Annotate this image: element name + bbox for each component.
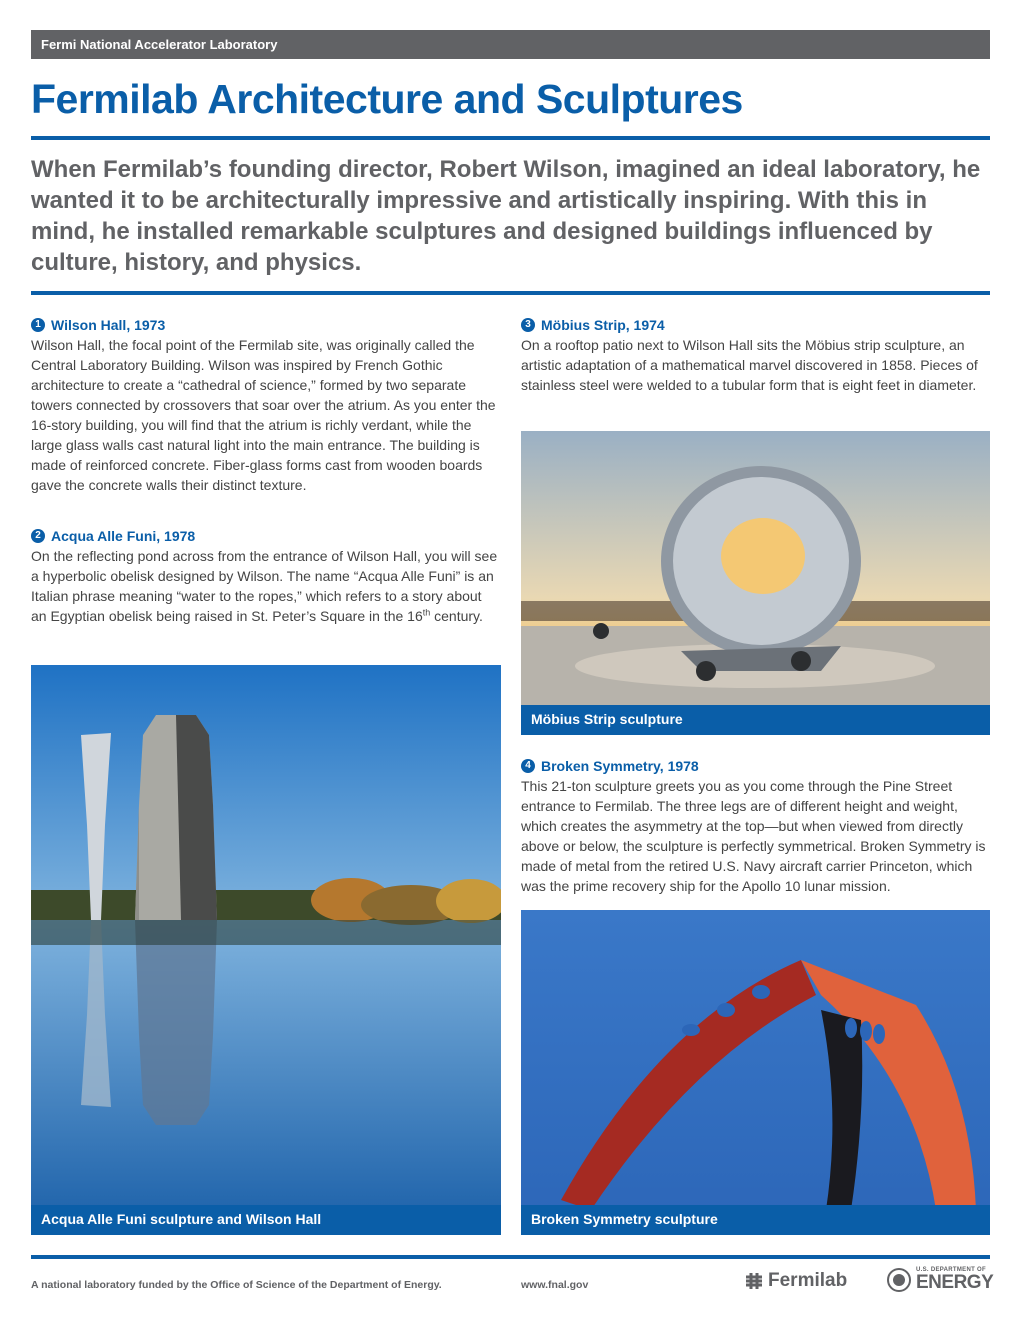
section-title: Broken Symmetry, 1978 [541,758,699,774]
intro-divider [31,291,990,295]
number-badge: 4 [521,759,535,773]
fermilab-logo-icon [744,1271,764,1291]
section-heading [521,315,991,335]
section-body: This 21-ton sculpture greets you as you come through the Pine Street entrance to Fermilab. The three legs are of different height and weight, which creates the asymmetry at the top—but when viewed from directly above or below, the sculpture is perfectly symmetrical. Broken Symmetry is made of metal from the retired U.S. Navy aircraft carrier Princeton, which was the prime recovery ship for the Apollo 10 lunar mission. [521,778,986,894]
mobius-strip-photo [521,431,990,735]
mobius-photo-illustration [521,431,990,735]
acqua-photo-illustration [31,665,501,1235]
section-title: Acqua Alle Funi, 1978 [51,528,196,544]
org-name: Fermi National Accelerator Laboratory [41,37,278,52]
acqua-alle-funi-photo [31,665,501,1235]
doe-logo-text [916,1267,993,1292]
doe-big-text: ENERGY [916,1272,994,1293]
superscript: th [422,607,431,618]
fermilab-logo-text: Fermilab [768,1270,848,1291]
section-broken-symmetry [521,756,991,896]
broken-symmetry-photo [521,910,990,1235]
number-badge: 2 [31,529,45,543]
number-badge: 3 [521,318,535,332]
photo-caption: Broken Symmetry sculpture [521,1205,990,1235]
number-badge: 1 [31,318,45,332]
website-link[interactable]: www.fnal.gov [521,1279,589,1291]
broken-symmetry-photo-illustration [521,910,990,1235]
section-body-text: On the reflecting pond across from the entrance of Wilson Hall, you will see a hyperbolic obelisk designed by Wilson. The name “Acqua Alle Funi” is an Italian phrase meaning “water to the ropes,” which refers to a story about an Egyptian obelisk being raised in St. Peter’s Square in the 16 [31,548,498,624]
section-acqua-alle-funi [31,526,501,626]
photo-caption: Acqua Alle Funi sculpture and Wilson Hall [31,1205,501,1235]
section-body [31,546,501,626]
doe-seal-icon [887,1268,911,1292]
fermilab-logo [744,1270,847,1292]
photo-caption: Möbius Strip sculpture [521,705,990,735]
section-heading [31,315,501,335]
section-body: On a rooftop patio next to Wilson Hall sits the Möbius strip sculpture, an artistic adaptation of a mathematical marvel discovered in 1858. Pieces of stainless steel were welded to a tubular form that is eight feet in diameter. [521,337,978,393]
section-mobius-strip [521,315,991,395]
section-body-tail: century. [430,608,483,624]
doe-logo [887,1267,993,1292]
header-bar [31,30,990,59]
footer-divider [31,1255,990,1259]
funding-statement: A national laboratory funded by the Office of Science of the Department of Energy. [31,1279,442,1291]
intro-paragraph: When Fermilab’s founding director, Robert Wilson, imagined an ideal laboratory, he wanted it to be architecturally impressive and artistically inspiring. With this in mind, he installed remarkable sculptures and designed buildings influenced by culture, history, and physics. [31,156,981,276]
section-body: Wilson Hall, the focal point of the Fermilab site, was originally called the Central Laboratory Building. Wilson was inspired by French Gothic architecture to create a “cathedral of science,” formed by two separate towers connected by crossovers that soar over the atrium. As you enter the 16-story building, you will find that the atrium is richly verdant, while the large glass walls cast natural light into the main entrance. The building is made of reinforced concrete. Fiber-glass forms cast from wooden boards gave the concrete walls their distinct texture. [31,337,496,493]
section-heading [31,526,501,546]
section-wilson-hall [31,315,501,495]
title-divider [31,136,990,140]
doe-small-text: U.S. DEPARTMENT OF [916,1267,986,1273]
section-title: Wilson Hall, 1973 [51,317,166,333]
section-heading [521,756,991,776]
page-title: Fermilab Architecture and Sculptures [31,76,743,122]
section-title: Möbius Strip, 1974 [541,317,665,333]
